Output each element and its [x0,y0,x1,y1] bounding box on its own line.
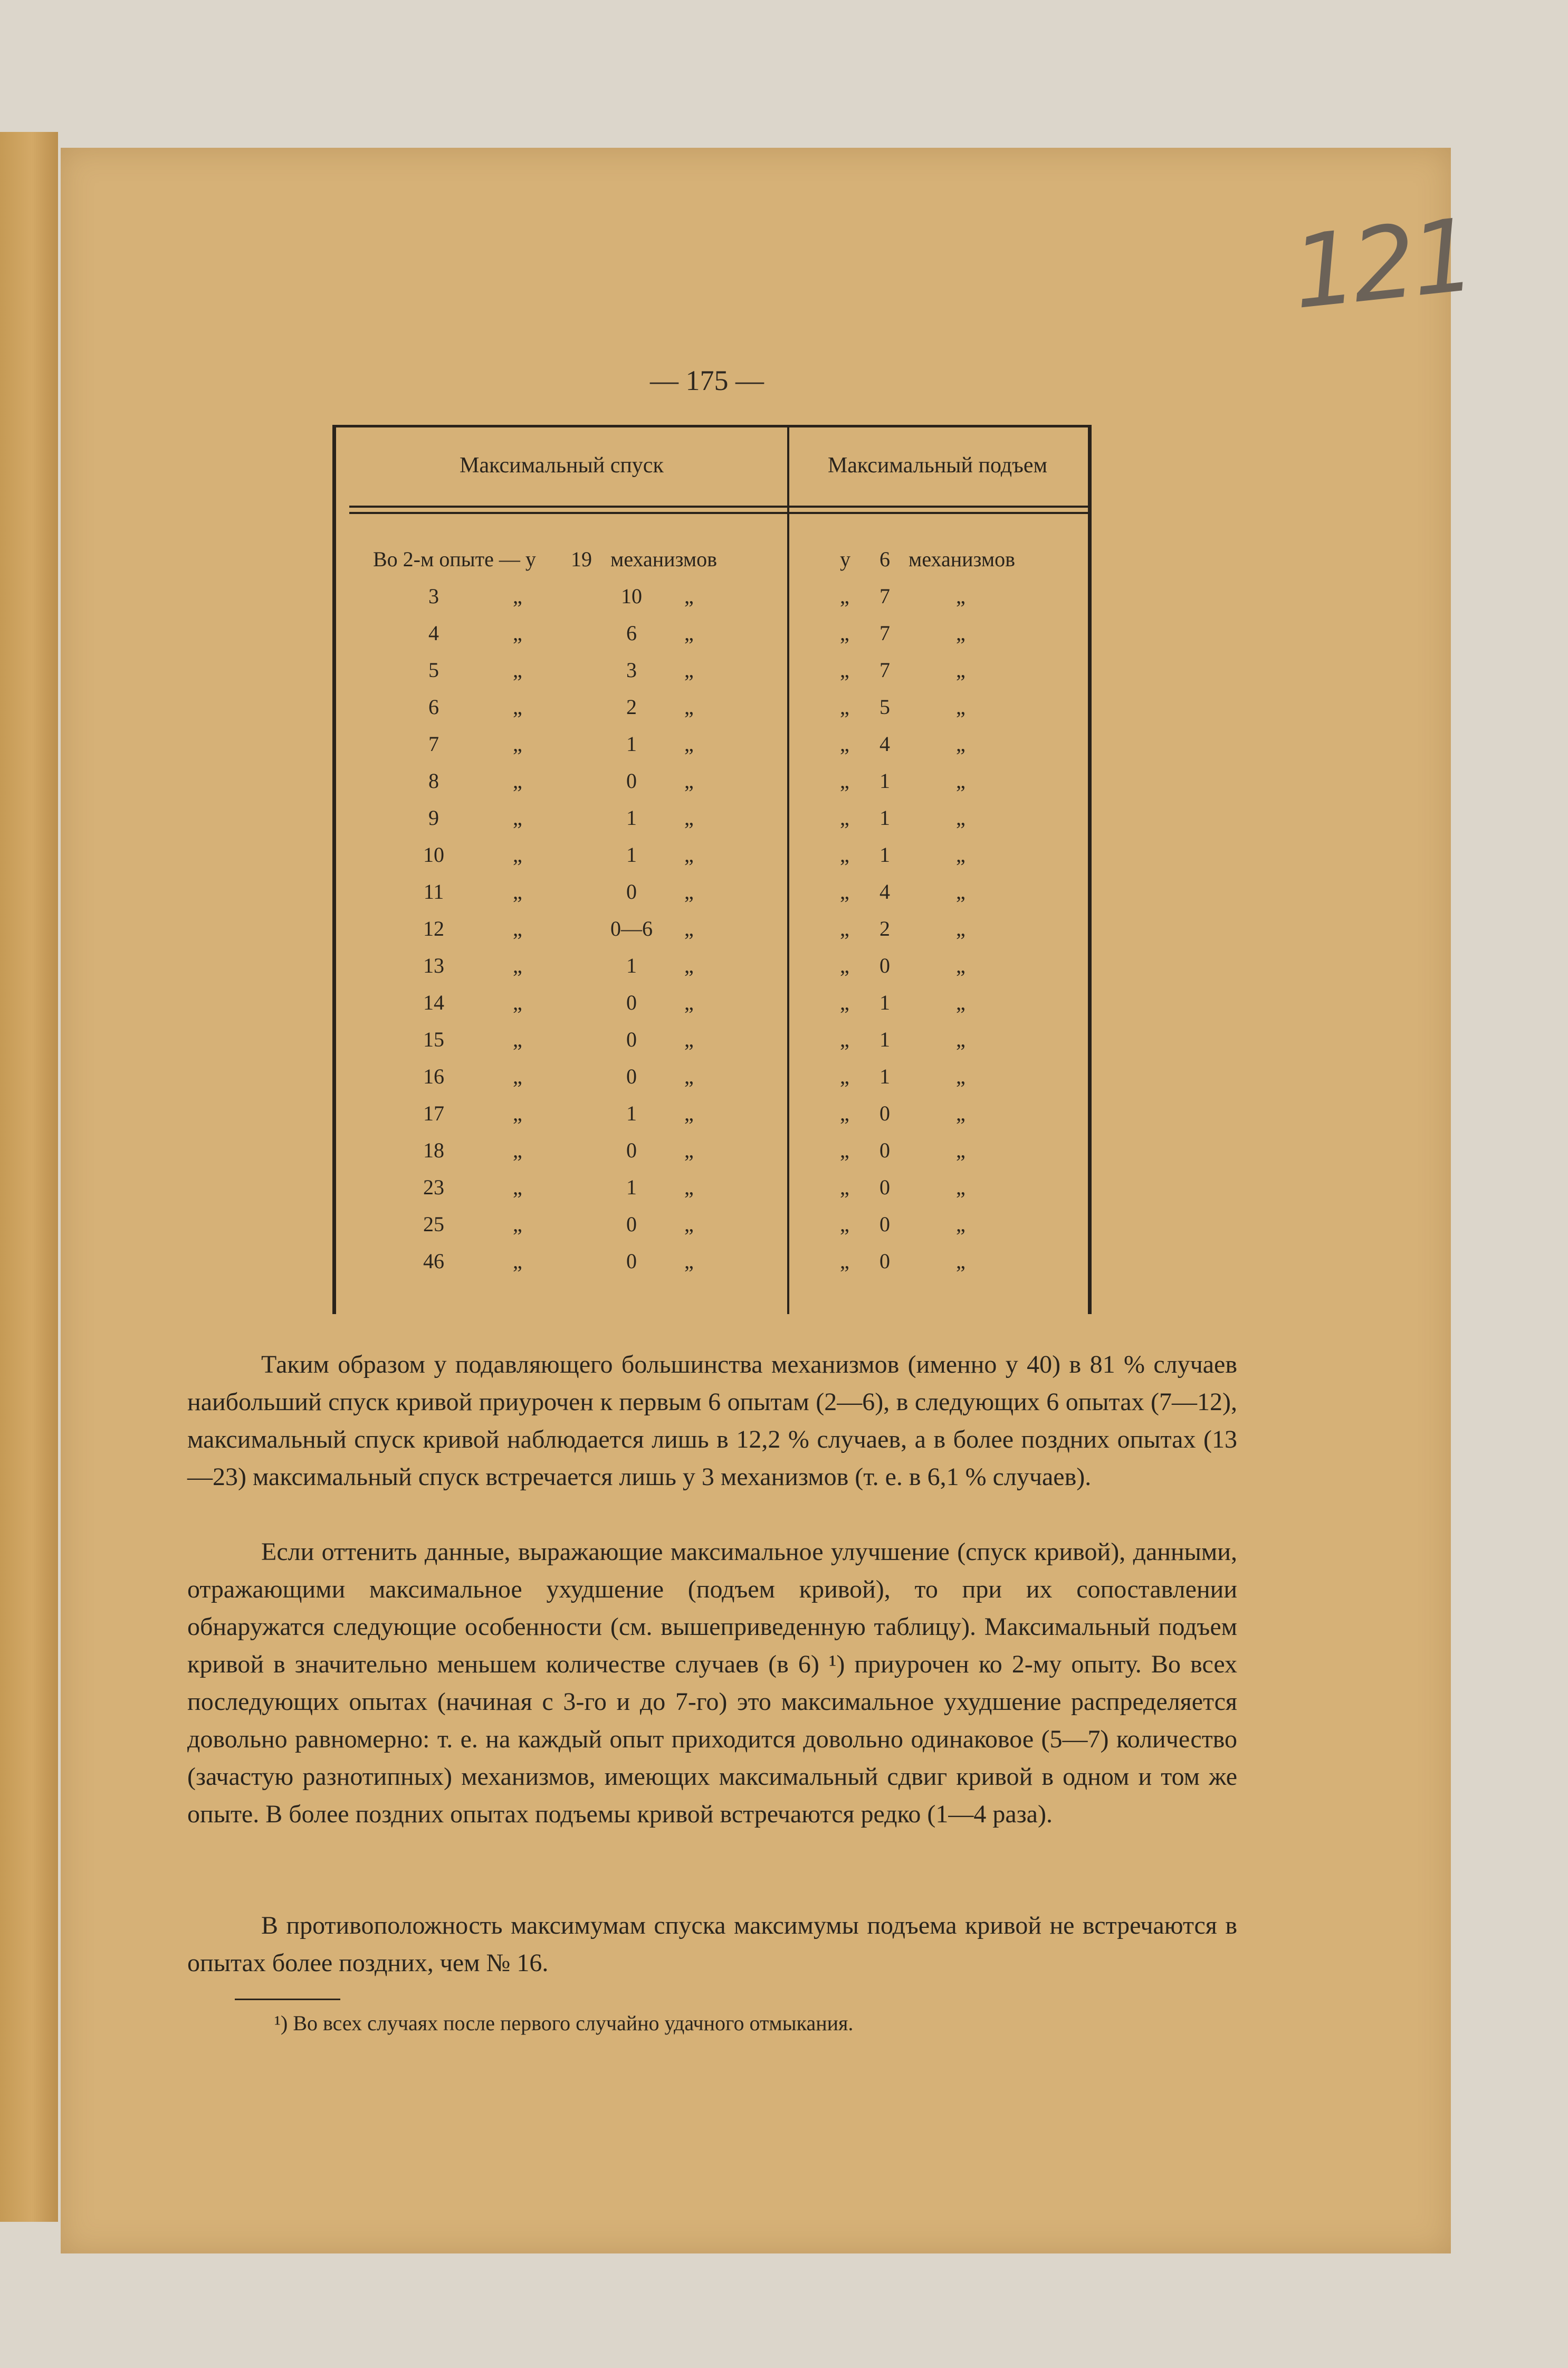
cell-ditto: „ [956,769,965,793]
cell-experiment: 15 [423,1028,444,1051]
cell-experiment: 5 [428,658,439,682]
cell-ditto: „ [513,769,522,793]
cell-descent-value: 0 [626,769,637,793]
cell-rise-value: 4 [879,880,890,904]
cell-ditto: „ [513,1101,522,1125]
cell-rise-value: 0 [879,1101,890,1125]
cell-experiment: 8 [428,769,439,793]
cell-ditto: „ [956,1064,965,1088]
cell-ditto: „ [684,732,694,756]
cell-ditto: „ [513,658,522,682]
cell-ditto: „ [840,584,849,608]
cell-descent-value: 0—6 [610,917,653,940]
cell-ditto: „ [840,954,849,977]
cell-ditto: „ [840,621,849,645]
page-number: — 175 — [650,365,764,396]
table-row [336,1249,1088,1286]
cell-ditto: „ [956,695,965,719]
cell-ditto: „ [684,1064,694,1088]
cell-ditto: „ [684,1175,694,1199]
table-row [336,1027,1088,1064]
cell-descent-value: 0 [626,1028,637,1051]
cell-ditto: „ [513,695,522,719]
cell-rise-value: 1 [879,769,890,793]
cell-experiment: 16 [423,1064,444,1088]
cell-experiment: 11 [423,880,444,904]
cell-experiment: 4 [428,621,439,645]
table-row [336,695,1088,731]
cell-descent-value: 1 [626,843,637,867]
cell-experiment: 25 [423,1212,444,1236]
cell-ditto: „ [684,991,694,1014]
cell-rise-value: 0 [879,1175,890,1199]
table-row [336,584,1088,621]
cell-ditto: „ [956,584,965,608]
cell-rise-value: 7 [879,621,890,645]
cell-ditto: „ [840,1064,849,1088]
cell-ditto: „ [513,1064,522,1088]
cell-experiment: 18 [423,1138,444,1162]
cell-ditto: „ [513,843,522,867]
cell-experiment: 6 [428,695,439,719]
table-header [336,427,1088,507]
cell-ditto: „ [956,1175,965,1199]
cell-ditto: „ [956,658,965,682]
cell-ditto: „ [684,1249,694,1273]
cell-descent-value: 6 [626,621,637,645]
cell-ditto: „ [840,1212,849,1236]
cell-ditto: „ [956,843,965,867]
cell-rise-value: 1 [879,1028,890,1051]
cell-ditto: „ [956,621,965,645]
table-row [336,842,1088,879]
table-row [336,658,1088,695]
cell-ditto: „ [513,954,522,977]
cell-experiment: 10 [423,843,444,867]
cell-rise-value: 7 [879,584,890,608]
cell-ditto: „ [684,769,694,793]
cell-rise-value: 0 [879,1212,890,1236]
cell-ditto: „ [684,695,694,719]
cell-rise-value: 1 [879,1064,890,1088]
cell-ditto: „ [513,880,522,904]
cell-ditto: „ [684,880,694,904]
cell-rise-unit: механизмов [909,547,1016,571]
cell-descent-value: 0 [626,880,637,904]
cell-ditto: „ [840,880,849,904]
cell-descent-value: 1 [626,806,637,830]
margin-handwritten-number: 121 [1287,196,1477,332]
cell-experiment: 12 [423,917,444,940]
cell-rise-value: 1 [879,843,890,867]
cell-ditto: „ [840,991,849,1014]
footnote-rule [235,1999,340,2000]
cell-experiment: 13 [423,954,444,977]
cell-experiment: 3 [428,584,439,608]
cell-ditto: „ [684,1212,694,1236]
cell-ditto: „ [840,806,849,830]
cell-descent-value: 0 [626,1212,637,1236]
table-row [336,621,1088,658]
cell-ditto: „ [956,1101,965,1125]
cell-experiment: 46 [423,1249,444,1273]
cell-ditto: „ [840,695,849,719]
cell-ditto: „ [840,732,849,756]
cell-ditto: „ [956,1138,965,1162]
cell-ditto: „ [956,917,965,940]
table-row [336,731,1088,768]
header-max-rise: Максимальный подъем [827,453,1048,478]
cell-rise-value: 7 [879,658,890,682]
cell-ditto: „ [513,1249,522,1273]
cell-ditto: „ [840,1175,849,1199]
book-spine [0,132,58,2222]
cell-ditto: „ [840,1101,849,1125]
header-rule-bottom [349,512,1088,514]
cell-ditto: „ [956,806,965,830]
cell-ditto: „ [956,991,965,1014]
cell-rise-value: 0 [879,1138,890,1162]
cell-rise-value: 0 [879,1249,890,1273]
cell-rise-prefix: у [840,547,850,571]
cell-rise-value: 4 [879,732,890,756]
cell-ditto: „ [684,1138,694,1162]
cell-experiment: 7 [428,732,439,756]
data-table [332,425,1092,1314]
cell-ditto: „ [840,1028,849,1051]
cell-experiment: 14 [423,991,444,1014]
cell-experiment: Во 2-м опыте — у [373,547,536,571]
cell-ditto: „ [840,917,849,940]
cell-rise-value: 6 [879,547,890,571]
cell-ditto: „ [513,806,522,830]
paragraph-2: Если оттенить данные, выражающие максимальное улучшение (спуск кривой), данными, отражающими максимальное ухудшение (подъем кривой), то при их сопоставлении обнаружатся следующие особенности (см. вышеприведенную таблицу). Максимальный подъем кривой в значительно меньшем количестве случаев (в 6) ¹) приурочен ко 2-му опыту. Во всех последующих опытах (начиная с 3-го и до 7-го) это максимальное ухудшение распределяется довольно равномерно: т. е. на каждый опыт приходится довольно одинаковое (5—7) количество (зачастую разнотипных) механизмов, имеющих максимальный сдвиг кривой в одном и том же опыте. В более поздних опытах подъемы кривой встречаются редко (1—4 раза). [187,1538,1237,1828]
cell-ditto: „ [513,917,522,940]
table-row [336,953,1088,990]
cell-ditto: „ [513,584,522,608]
cell-ditto: „ [840,769,849,793]
cell-descent-value: 3 [626,658,637,682]
table-row [336,916,1088,953]
paragraph-1: Таким образом у подавляющего большинства механизмов (именно у 40) в 81 % случаев наибольший спуск кривой приурочен к первым 6 опытам (2—6), в следующих 6 опытах (7—12), максимальный спуск кривой наблюдается лишь в 12,2 % случаев, а в более поздних опытах (13—23) максимальный спуск встречается лишь у 3 механизмов (т. е. в 6,1 % случаев). [187,1351,1237,1491]
cell-ditto: „ [956,880,965,904]
table-row [336,768,1088,805]
cell-descent-value: 1 [626,1101,637,1125]
cell-descent-value: 0 [626,1138,637,1162]
cell-rise-value: 5 [879,695,890,719]
cell-rise-value: 1 [879,806,890,830]
paragraph-3: В противоположность максимумам спуска максимумы подъема кривой не встречаются в опытах более поздних, чем № 16. [187,1911,1237,1977]
cell-ditto: „ [684,917,694,940]
cell-ditto: „ [684,806,694,830]
cell-rise-value: 0 [879,954,890,977]
cell-ditto: „ [684,1028,694,1051]
cell-experiment: 9 [428,806,439,830]
cell-ditto: „ [684,658,694,682]
cell-ditto: „ [513,1175,522,1199]
cell-ditto: „ [956,954,965,977]
table-row [336,1064,1088,1101]
cell-ditto: „ [513,1212,522,1236]
cell-experiment: 23 [423,1175,444,1199]
cell-ditto: „ [513,991,522,1014]
cell-ditto: „ [513,732,522,756]
cell-descent-value: 1 [626,1175,637,1199]
cell-ditto: „ [684,584,694,608]
table-row [336,1175,1088,1212]
cell-descent-value: 0 [626,1249,637,1273]
table-row [336,1212,1088,1249]
cell-ditto: „ [956,1028,965,1051]
header-rule-top [349,506,1088,508]
cell-ditto: „ [513,1028,522,1051]
cell-ditto: „ [956,732,965,756]
cell-ditto: „ [840,658,849,682]
cell-ditto: „ [684,954,694,977]
cell-descent-value: 1 [626,732,637,756]
cell-ditto: „ [513,1138,522,1162]
cell-ditto: „ [840,1249,849,1273]
cell-descent-value: 1 [626,954,637,977]
cell-descent-value: 0 [626,991,637,1014]
cell-ditto: „ [840,1138,849,1162]
header-max-descent: Максимальный спуск [460,453,664,478]
cell-descent-value: 0 [626,1064,637,1088]
cell-descent-value: 2 [626,695,637,719]
cell-ditto: „ [684,843,694,867]
table-row [336,805,1088,842]
table-row [336,1101,1088,1138]
cell-descent-value: 10 [621,584,642,608]
cell-ditto: „ [513,621,522,645]
cell-ditto: „ [684,1101,694,1125]
cell-ditto: „ [956,1249,965,1273]
table-row-first [336,547,1088,584]
cell-descent-value: 19 [571,547,592,571]
cell-ditto: „ [956,1212,965,1236]
cell-ditto: „ [684,621,694,645]
cell-experiment: 17 [423,1101,444,1125]
cell-descent-unit: механизмов [610,547,718,571]
table-row [336,1138,1088,1175]
cell-rise-value: 1 [879,991,890,1014]
table-row [336,879,1088,916]
footnote: ¹) Во всех случаях после первого случайно удачного отмыкания. [274,2011,854,2035]
cell-rise-value: 2 [879,917,890,940]
table-row [336,990,1088,1027]
cell-ditto: „ [840,843,849,867]
